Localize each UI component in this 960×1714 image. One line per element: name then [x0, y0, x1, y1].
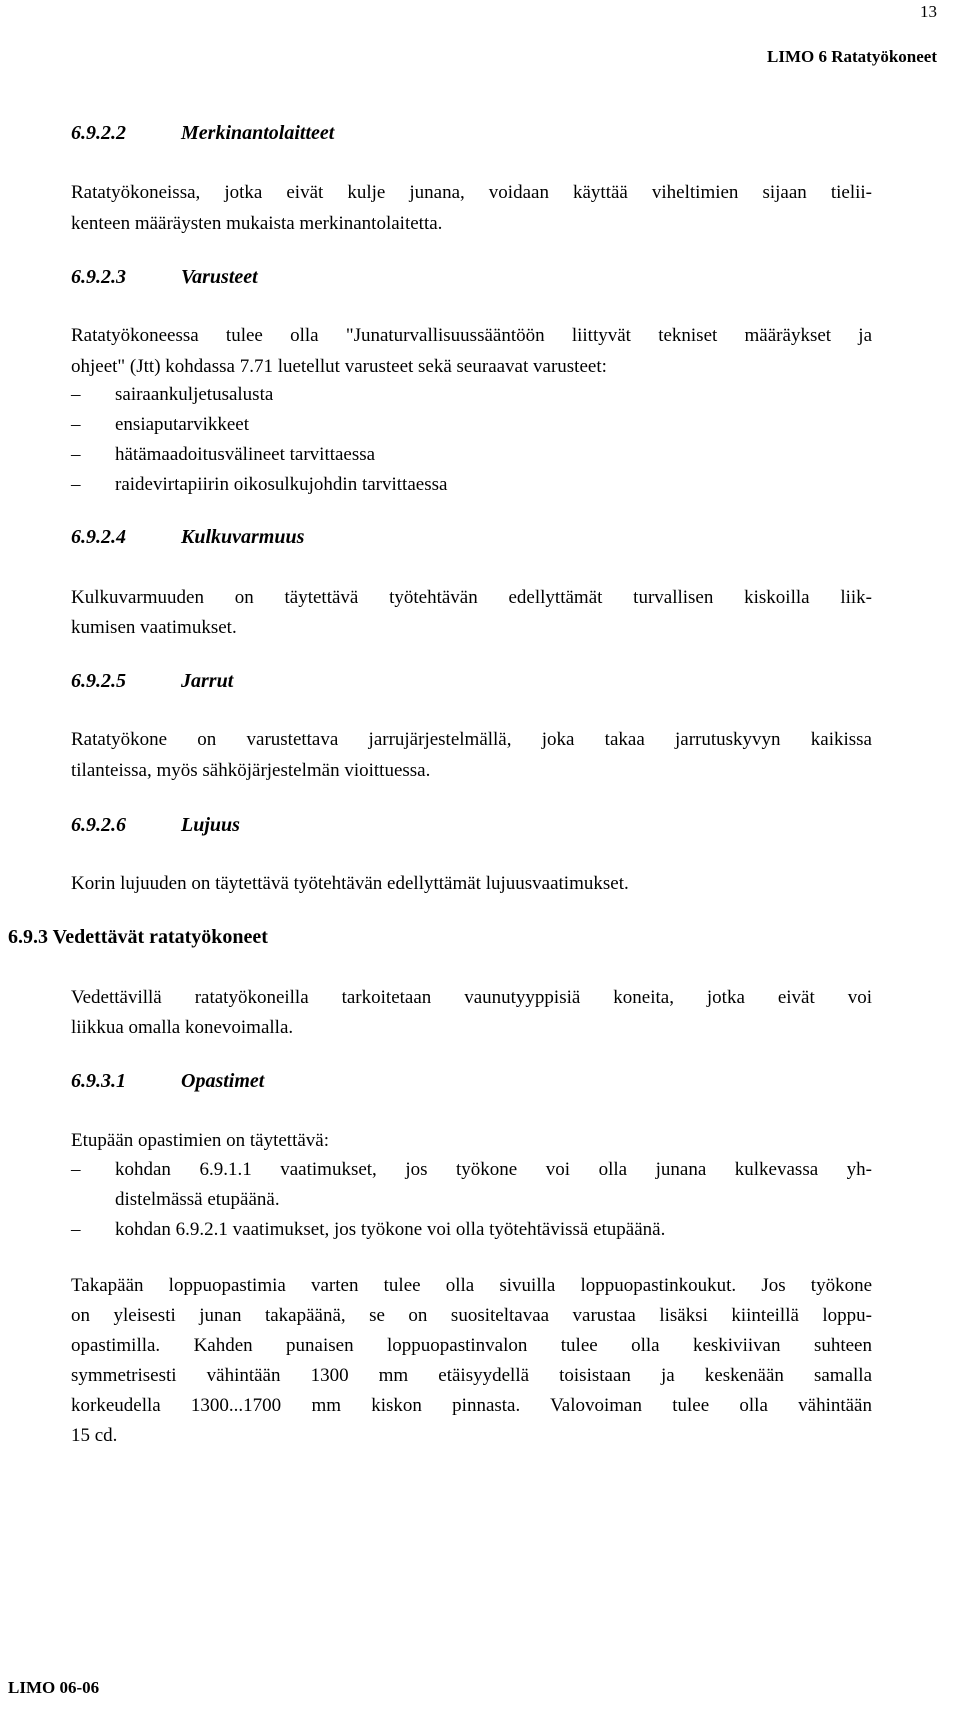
- dash-bullet: –: [71, 474, 81, 495]
- list-item-continuation: [71, 1185, 872, 1216]
- section-693-line-1: Vedettävillä ratatyökoneilla tarkoitetaan vaunutyyppisiä koneita, jotka eivät voi: [71, 987, 872, 1008]
- section-title: Lujuus: [181, 814, 240, 836]
- list-item: – raidevirtapiirin oikosulkujohdin tarvittaessa: [71, 470, 872, 501]
- list-item: – sairaankuljetusalusta: [71, 380, 872, 411]
- paragraph-line: opastimilla. Kahden punaisen loppuopastinvalon tulee olla keskiviivan suhteen: [71, 1335, 872, 1356]
- section-number: 6.9.2.5: [71, 670, 126, 692]
- section-6931-heading: [71, 1070, 264, 1093]
- section-6923-heading: [71, 266, 258, 289]
- section-title: Merkinantolaitteet: [181, 122, 335, 144]
- list-item-line-1: kohdan 6.9.2.1 vaatimukset, jos työkone voi olla työtehtävissä etupäänä.: [115, 1219, 666, 1240]
- section-title: Kulkuvarmuus: [181, 526, 305, 548]
- section-6925-heading: [71, 670, 233, 693]
- list-item: – hätämaadoitusvälineet tarvittaessa: [71, 440, 872, 471]
- running-header: LIMO 6 Ratatyökoneet: [767, 47, 937, 66]
- section-6922-heading: [71, 122, 334, 145]
- section-6924-heading: [71, 526, 304, 549]
- section-number: 6.9.2.2: [71, 122, 126, 144]
- page-number: 13: [920, 2, 937, 21]
- section-number: 6.9.3.1: [71, 1070, 126, 1092]
- section-6924-line-1: Kulkuvarmuuden on täytettävä työtehtävän edellyttämät turvallisen kiskoilla liik-: [71, 587, 872, 608]
- section-6926-heading: [71, 814, 240, 837]
- paragraph-line: on yleisesti junan takapäänä, se on suositeltavaa varustaa lisäksi kiinteillä loppu-: [71, 1305, 872, 1326]
- list-item: [71, 1155, 872, 1186]
- section-title: Opastimet: [181, 1070, 265, 1092]
- running-footer: LIMO 06-06: [8, 1678, 100, 1697]
- dash-bullet: –: [71, 384, 81, 405]
- section-693-line-2: liikkua omalla konevoimalla.: [71, 1017, 294, 1038]
- section-number: 6.9.2.6: [71, 814, 126, 836]
- paragraph-line: Takapään loppuopastimia varten tulee olla sivuilla loppuopastinkoukut. Jos työkone: [71, 1275, 872, 1296]
- section-number: 6.9.2.4: [71, 526, 126, 548]
- paragraph-line: symmetrisesti vähintään 1300 mm etäisyydellä toisistaan ja keskenään samalla: [71, 1365, 872, 1386]
- section-title: Varusteet: [181, 266, 258, 288]
- dash-bullet: –: [71, 414, 81, 435]
- dash-bullet: –: [71, 1219, 81, 1240]
- section-6931-intro: Etupään opastimien on täytettävä:: [71, 1130, 330, 1151]
- section-title: Jarrut: [181, 670, 234, 692]
- section-number: 6.9.2.3: [71, 266, 126, 288]
- section-6922-line-1: Ratatyökoneissa, jotka eivät kulje junana, voidaan käyttää viheltimien sijaan tielii-: [71, 182, 872, 203]
- section-6923-line-1: Ratatyökoneessa tulee olla "Junaturvallisuussääntöön liittyvät tekniset määräykset ja: [71, 325, 872, 346]
- list-item-line-1: kohdan 6.9.1.1 vaatimukset, jos työkone voi olla junana kulkevassa yh-: [115, 1159, 872, 1180]
- dash-bullet: –: [71, 444, 81, 465]
- section-6923-line-2: ohjeet" (Jtt) kohdassa 7.71 luetellut varusteet sekä seuraavat varusteet:: [71, 356, 607, 377]
- list-item: – ensiaputarvikkeet: [71, 410, 872, 441]
- paragraph-line: korkeudella 1300...1700 mm kiskon pinnasta. Valovoiman tulee olla vähintään: [71, 1395, 872, 1416]
- section-6925-line-1: Ratatyökone on varustettava jarrujärjestelmällä, joka takaa jarrutuskyvyn kaikissa: [71, 729, 872, 750]
- section-6924-line-2: kumisen vaatimukset.: [71, 617, 237, 638]
- section-6926-line-1: Korin lujuuden on täytettävä työtehtävän edellyttämät lujuusvaatimukset.: [71, 873, 629, 894]
- paragraph-line: 15 cd.: [71, 1425, 118, 1446]
- section-6922-line-2: kenteen määräysten mukaista merkinantolaitetta.: [71, 213, 443, 234]
- section-693-heading: 6.9.3 Vedettävät ratatyökoneet: [8, 926, 268, 948]
- list-item-line-2: distelmässä etupäänä.: [115, 1189, 280, 1210]
- section-6925-line-2: tilanteissa, myös sähköjärjestelmän vioittuessa.: [71, 760, 431, 781]
- dash-bullet: –: [71, 1159, 81, 1180]
- list-item: [71, 1215, 872, 1246]
